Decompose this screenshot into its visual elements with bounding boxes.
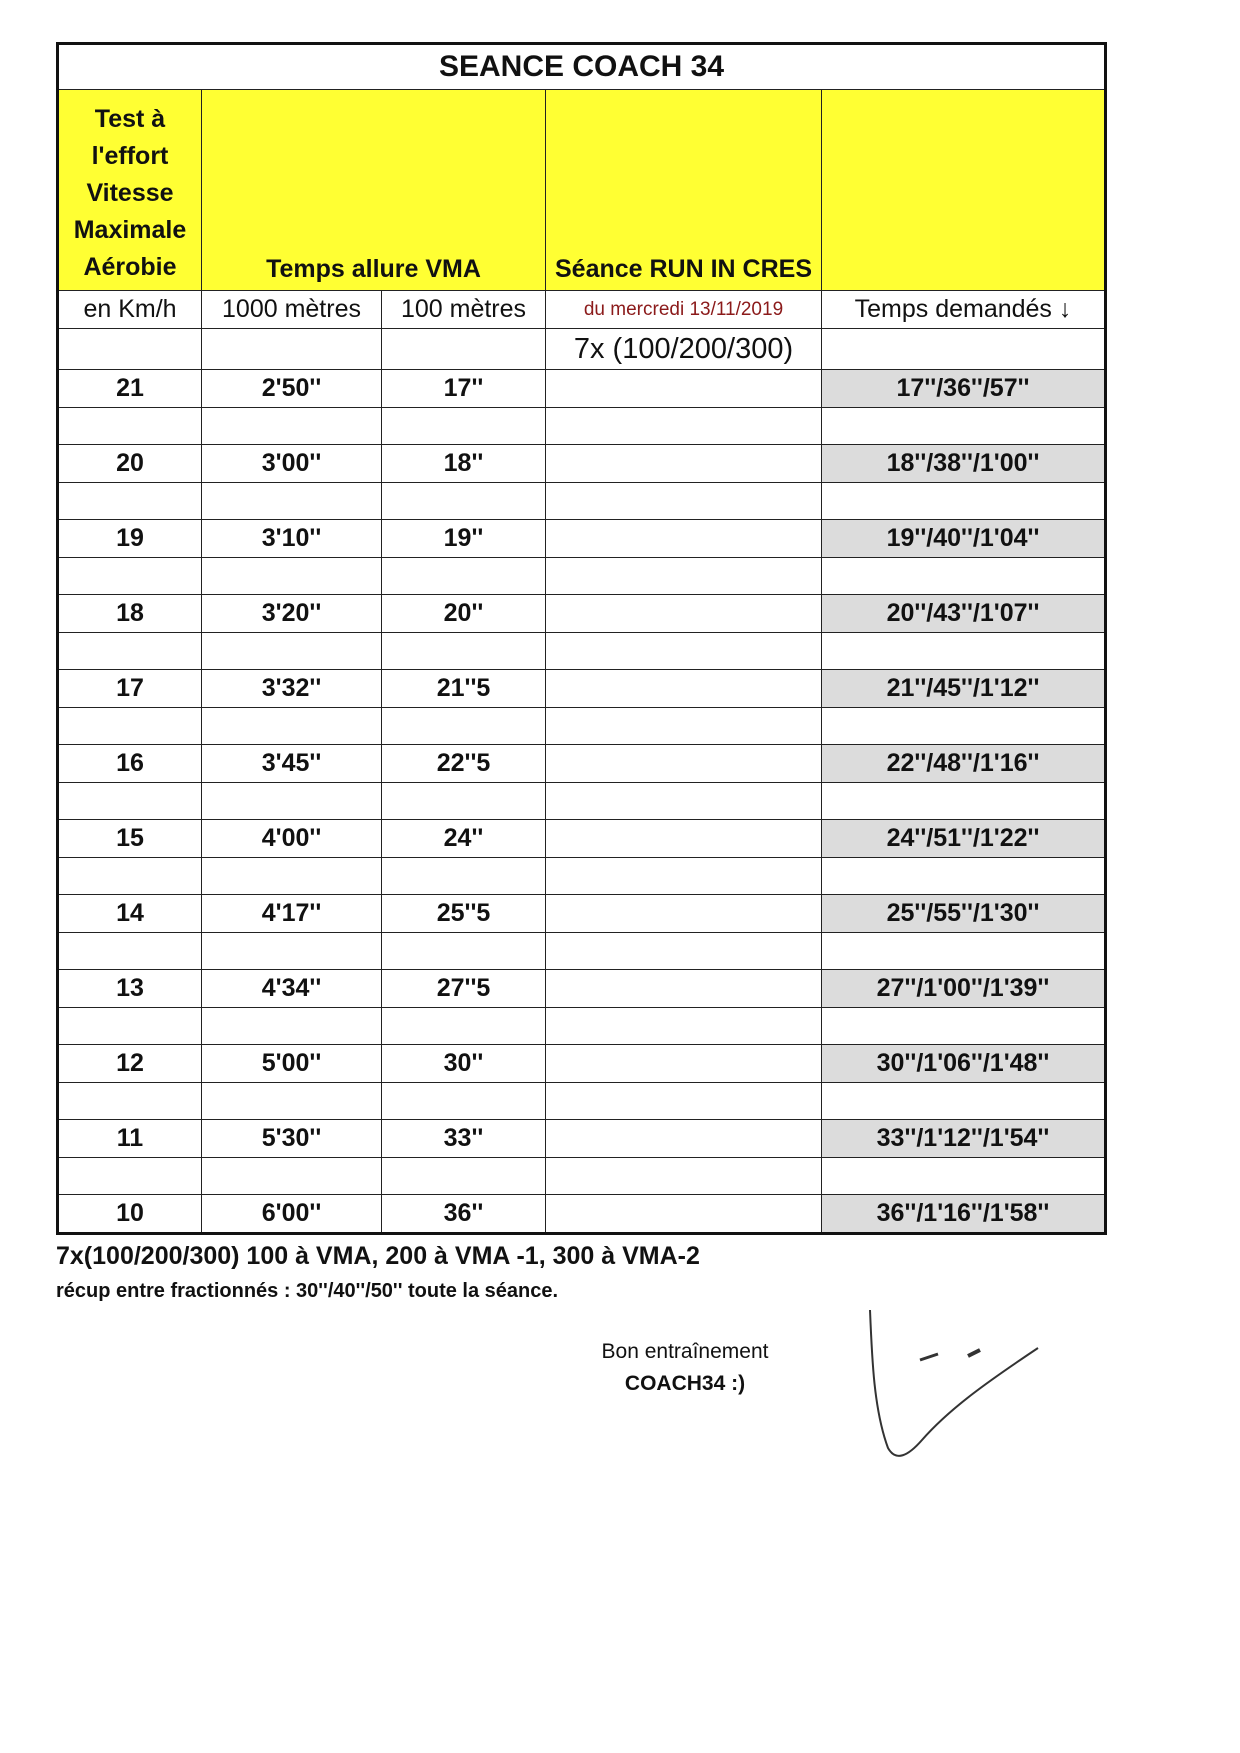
- empty-cell: [822, 708, 1106, 745]
- vma-cell: 13: [58, 970, 202, 1008]
- recovery-note: récup entre fractionnés : 30''/40''/50'' toute la séance.: [56, 1280, 559, 1302]
- table-row: [58, 1195, 1106, 1234]
- unit-1000m-label: 1000 mètres: [202, 291, 382, 329]
- pace-100m-cell: 18'': [382, 445, 546, 483]
- empty-cell: [202, 858, 382, 895]
- empty-cell: [202, 558, 382, 595]
- session-cell: [546, 1045, 822, 1083]
- vma-test-line: Maximale: [73, 216, 187, 244]
- empty-cell: [546, 1008, 822, 1045]
- empty-cell: [822, 1083, 1106, 1120]
- unit-100m-label: 100 mètres: [382, 291, 546, 329]
- requested-times-cell: 18''/38''/1'00'': [822, 445, 1106, 483]
- empty-cell: [202, 933, 382, 970]
- spacer-row: [58, 633, 1106, 670]
- pace-1000m-cell: 5'00'': [202, 1045, 382, 1083]
- session-cell: [546, 895, 822, 933]
- empty-cell: [58, 1008, 202, 1045]
- empty-cell: [58, 1158, 202, 1195]
- spacer-row: [58, 1158, 1106, 1195]
- spacer-row: [58, 933, 1106, 970]
- vma-test-line: Aérobie: [83, 253, 177, 281]
- empty-cell: [58, 933, 202, 970]
- spacer-row: [58, 558, 1106, 595]
- empty-cell: [382, 858, 546, 895]
- pace-1000m-cell: 5'30'': [202, 1120, 382, 1158]
- empty-cell: [58, 708, 202, 745]
- table-row: [58, 1120, 1106, 1158]
- vma-cell: 19: [58, 520, 202, 558]
- vma-test-line: Vitesse: [86, 179, 174, 207]
- requested-times-cell: 19''/40''/1'04'': [822, 520, 1106, 558]
- pace-100m-cell: 25''5: [382, 895, 546, 933]
- pace-100m-cell: 33'': [382, 1120, 546, 1158]
- empty-cell: [546, 558, 822, 595]
- empty-cell: [58, 1083, 202, 1120]
- pace-100m-cell: 27''5: [382, 970, 546, 1008]
- table-row: [58, 745, 1106, 783]
- table-row: [58, 370, 1106, 408]
- empty-cell: [822, 408, 1106, 445]
- pace-1000m-cell: 3'10'': [202, 520, 382, 558]
- empty-cell: [58, 858, 202, 895]
- empty-cell: [546, 1158, 822, 1195]
- empty-cell: [546, 708, 822, 745]
- pace-1000m-cell: 2'50'': [202, 370, 382, 408]
- vma-test-line: l'effort: [91, 142, 169, 170]
- empty-cell: [546, 783, 822, 820]
- pace-100m-cell: 19'': [382, 520, 546, 558]
- pace-1000m-cell: 3'00'': [202, 445, 382, 483]
- table-row: [58, 1045, 1106, 1083]
- vma-cell: 21: [58, 370, 202, 408]
- vma-cell: 16: [58, 745, 202, 783]
- vma-cell: 20: [58, 445, 202, 483]
- closing-signoff: COACH34 :): [624, 1372, 746, 1395]
- pace-100m-cell: 30'': [382, 1045, 546, 1083]
- empty-cell: [822, 329, 1106, 370]
- empty-cell: [202, 783, 382, 820]
- session-cell: [546, 595, 822, 633]
- vma-test-heading: [58, 90, 202, 291]
- empty-cell: [202, 1158, 382, 1195]
- empty-cell: [382, 933, 546, 970]
- empty-cell: [202, 329, 382, 370]
- requested-times-cell: 33''/1'12''/1'54'': [822, 1120, 1106, 1158]
- unit-kmh-label: en Km/h: [58, 291, 202, 329]
- pace-1000m-cell: 3'32'': [202, 670, 382, 708]
- spacer-row: [58, 1083, 1106, 1120]
- empty-cell: [58, 558, 202, 595]
- arrow-down-icon: ↓: [1058, 295, 1072, 323]
- session-heading: Séance RUN IN CRES: [546, 90, 822, 291]
- page-title: SEANCE COACH 34: [58, 44, 1106, 90]
- empty-cell: [382, 708, 546, 745]
- empty-cell: [58, 633, 202, 670]
- empty-cell: [546, 933, 822, 970]
- session-date: du mercredi 13/11/2019: [546, 291, 822, 329]
- vma-cell: 10: [58, 1195, 202, 1234]
- empty-cell: [382, 483, 546, 520]
- requested-times-cell: 25''/55''/1'30'': [822, 895, 1106, 933]
- vma-cell: 12: [58, 1045, 202, 1083]
- empty-cell: [202, 708, 382, 745]
- session-cell: [546, 745, 822, 783]
- requested-times-cell: 22''/48''/1'16'': [822, 745, 1106, 783]
- handwritten-signature: [860, 1300, 1060, 1470]
- empty-cell: [202, 483, 382, 520]
- empty-cell: [822, 1008, 1106, 1045]
- training-table: [56, 42, 1107, 1235]
- pace-100m-cell: 24'': [382, 820, 546, 858]
- vma-test-line: Test à: [94, 105, 166, 133]
- empty-cell: [822, 1158, 1106, 1195]
- pace-100m-cell: 36'': [382, 1195, 546, 1234]
- table-row: [58, 895, 1106, 933]
- session-description: 7x(100/200/300) 100 à VMA, 200 à VMA -1, 300 à VMA-2: [56, 1242, 700, 1270]
- session-cell: [546, 670, 822, 708]
- vma-cell: 17: [58, 670, 202, 708]
- empty-cell: [822, 558, 1106, 595]
- requested-times-label: Temps demandés: [854, 295, 1052, 323]
- empty-cell: [382, 558, 546, 595]
- empty-cell: [58, 783, 202, 820]
- pace-1000m-cell: 3'45'': [202, 745, 382, 783]
- empty-cell: [546, 483, 822, 520]
- spacer-row: [58, 1008, 1106, 1045]
- empty-cell: [382, 329, 546, 370]
- empty-cell: [382, 1158, 546, 1195]
- spacer-row: [58, 858, 1106, 895]
- pace-1000m-cell: 4'00'': [202, 820, 382, 858]
- empty-cell: [822, 483, 1106, 520]
- pace-1000m-cell: 6'00'': [202, 1195, 382, 1234]
- empty-cell: [546, 633, 822, 670]
- requested-times-cell: 21''/45''/1'12'': [822, 670, 1106, 708]
- spacer-row: [58, 708, 1106, 745]
- vma-cell: 11: [58, 1120, 202, 1158]
- vma-cell: 14: [58, 895, 202, 933]
- empty-cell: [202, 1083, 382, 1120]
- spacer-row: [58, 783, 1106, 820]
- table-row: [58, 595, 1106, 633]
- empty-heading-cell: [822, 90, 1106, 291]
- table-row: [58, 445, 1106, 483]
- session-sequence: 7x (100/200/300): [546, 329, 822, 370]
- empty-cell: [822, 633, 1106, 670]
- empty-cell: [822, 783, 1106, 820]
- empty-cell: [382, 1083, 546, 1120]
- vma-cell: 15: [58, 820, 202, 858]
- closing-greeting: Bon entraînement: [601, 1340, 769, 1363]
- empty-cell: [58, 408, 202, 445]
- session-cell: [546, 370, 822, 408]
- spacer-row: [58, 408, 1106, 445]
- empty-cell: [58, 483, 202, 520]
- requested-times-cell: 30''/1'06''/1'48'': [822, 1045, 1106, 1083]
- empty-cell: [382, 783, 546, 820]
- pace-heading: Temps allure VMA: [202, 90, 546, 291]
- empty-cell: [822, 858, 1106, 895]
- requested-times-cell: 27''/1'00''/1'39'': [822, 970, 1106, 1008]
- requested-times-cell: 20''/43''/1'07'': [822, 595, 1106, 633]
- session-cell: [546, 1120, 822, 1158]
- empty-cell: [822, 933, 1106, 970]
- requested-times-heading: [822, 291, 1106, 329]
- pace-100m-cell: 20'': [382, 595, 546, 633]
- empty-cell: [58, 329, 202, 370]
- requested-times-cell: 24''/51''/1'22'': [822, 820, 1106, 858]
- pace-1000m-cell: 3'20'': [202, 595, 382, 633]
- table-row: [58, 670, 1106, 708]
- session-cell: [546, 820, 822, 858]
- pace-1000m-cell: 4'34'': [202, 970, 382, 1008]
- pace-100m-cell: 22''5: [382, 745, 546, 783]
- table-row: [58, 970, 1106, 1008]
- session-cell: [546, 520, 822, 558]
- empty-cell: [202, 633, 382, 670]
- empty-cell: [546, 408, 822, 445]
- empty-cell: [382, 633, 546, 670]
- table-row: [58, 520, 1106, 558]
- spacer-row: [58, 483, 1106, 520]
- pace-100m-cell: 17'': [382, 370, 546, 408]
- empty-cell: [202, 1008, 382, 1045]
- session-cell: [546, 970, 822, 1008]
- pace-100m-cell: 21''5: [382, 670, 546, 708]
- requested-times-cell: 17''/36''/57'': [822, 370, 1106, 408]
- table-row: [58, 820, 1106, 858]
- pace-1000m-cell: 4'17'': [202, 895, 382, 933]
- vma-cell: 18: [58, 595, 202, 633]
- empty-cell: [546, 1083, 822, 1120]
- empty-cell: [382, 408, 546, 445]
- session-cell: [546, 1195, 822, 1234]
- empty-cell: [382, 1008, 546, 1045]
- session-cell: [546, 445, 822, 483]
- requested-times-cell: 36''/1'16''/1'58'': [822, 1195, 1106, 1234]
- empty-cell: [202, 408, 382, 445]
- empty-cell: [546, 858, 822, 895]
